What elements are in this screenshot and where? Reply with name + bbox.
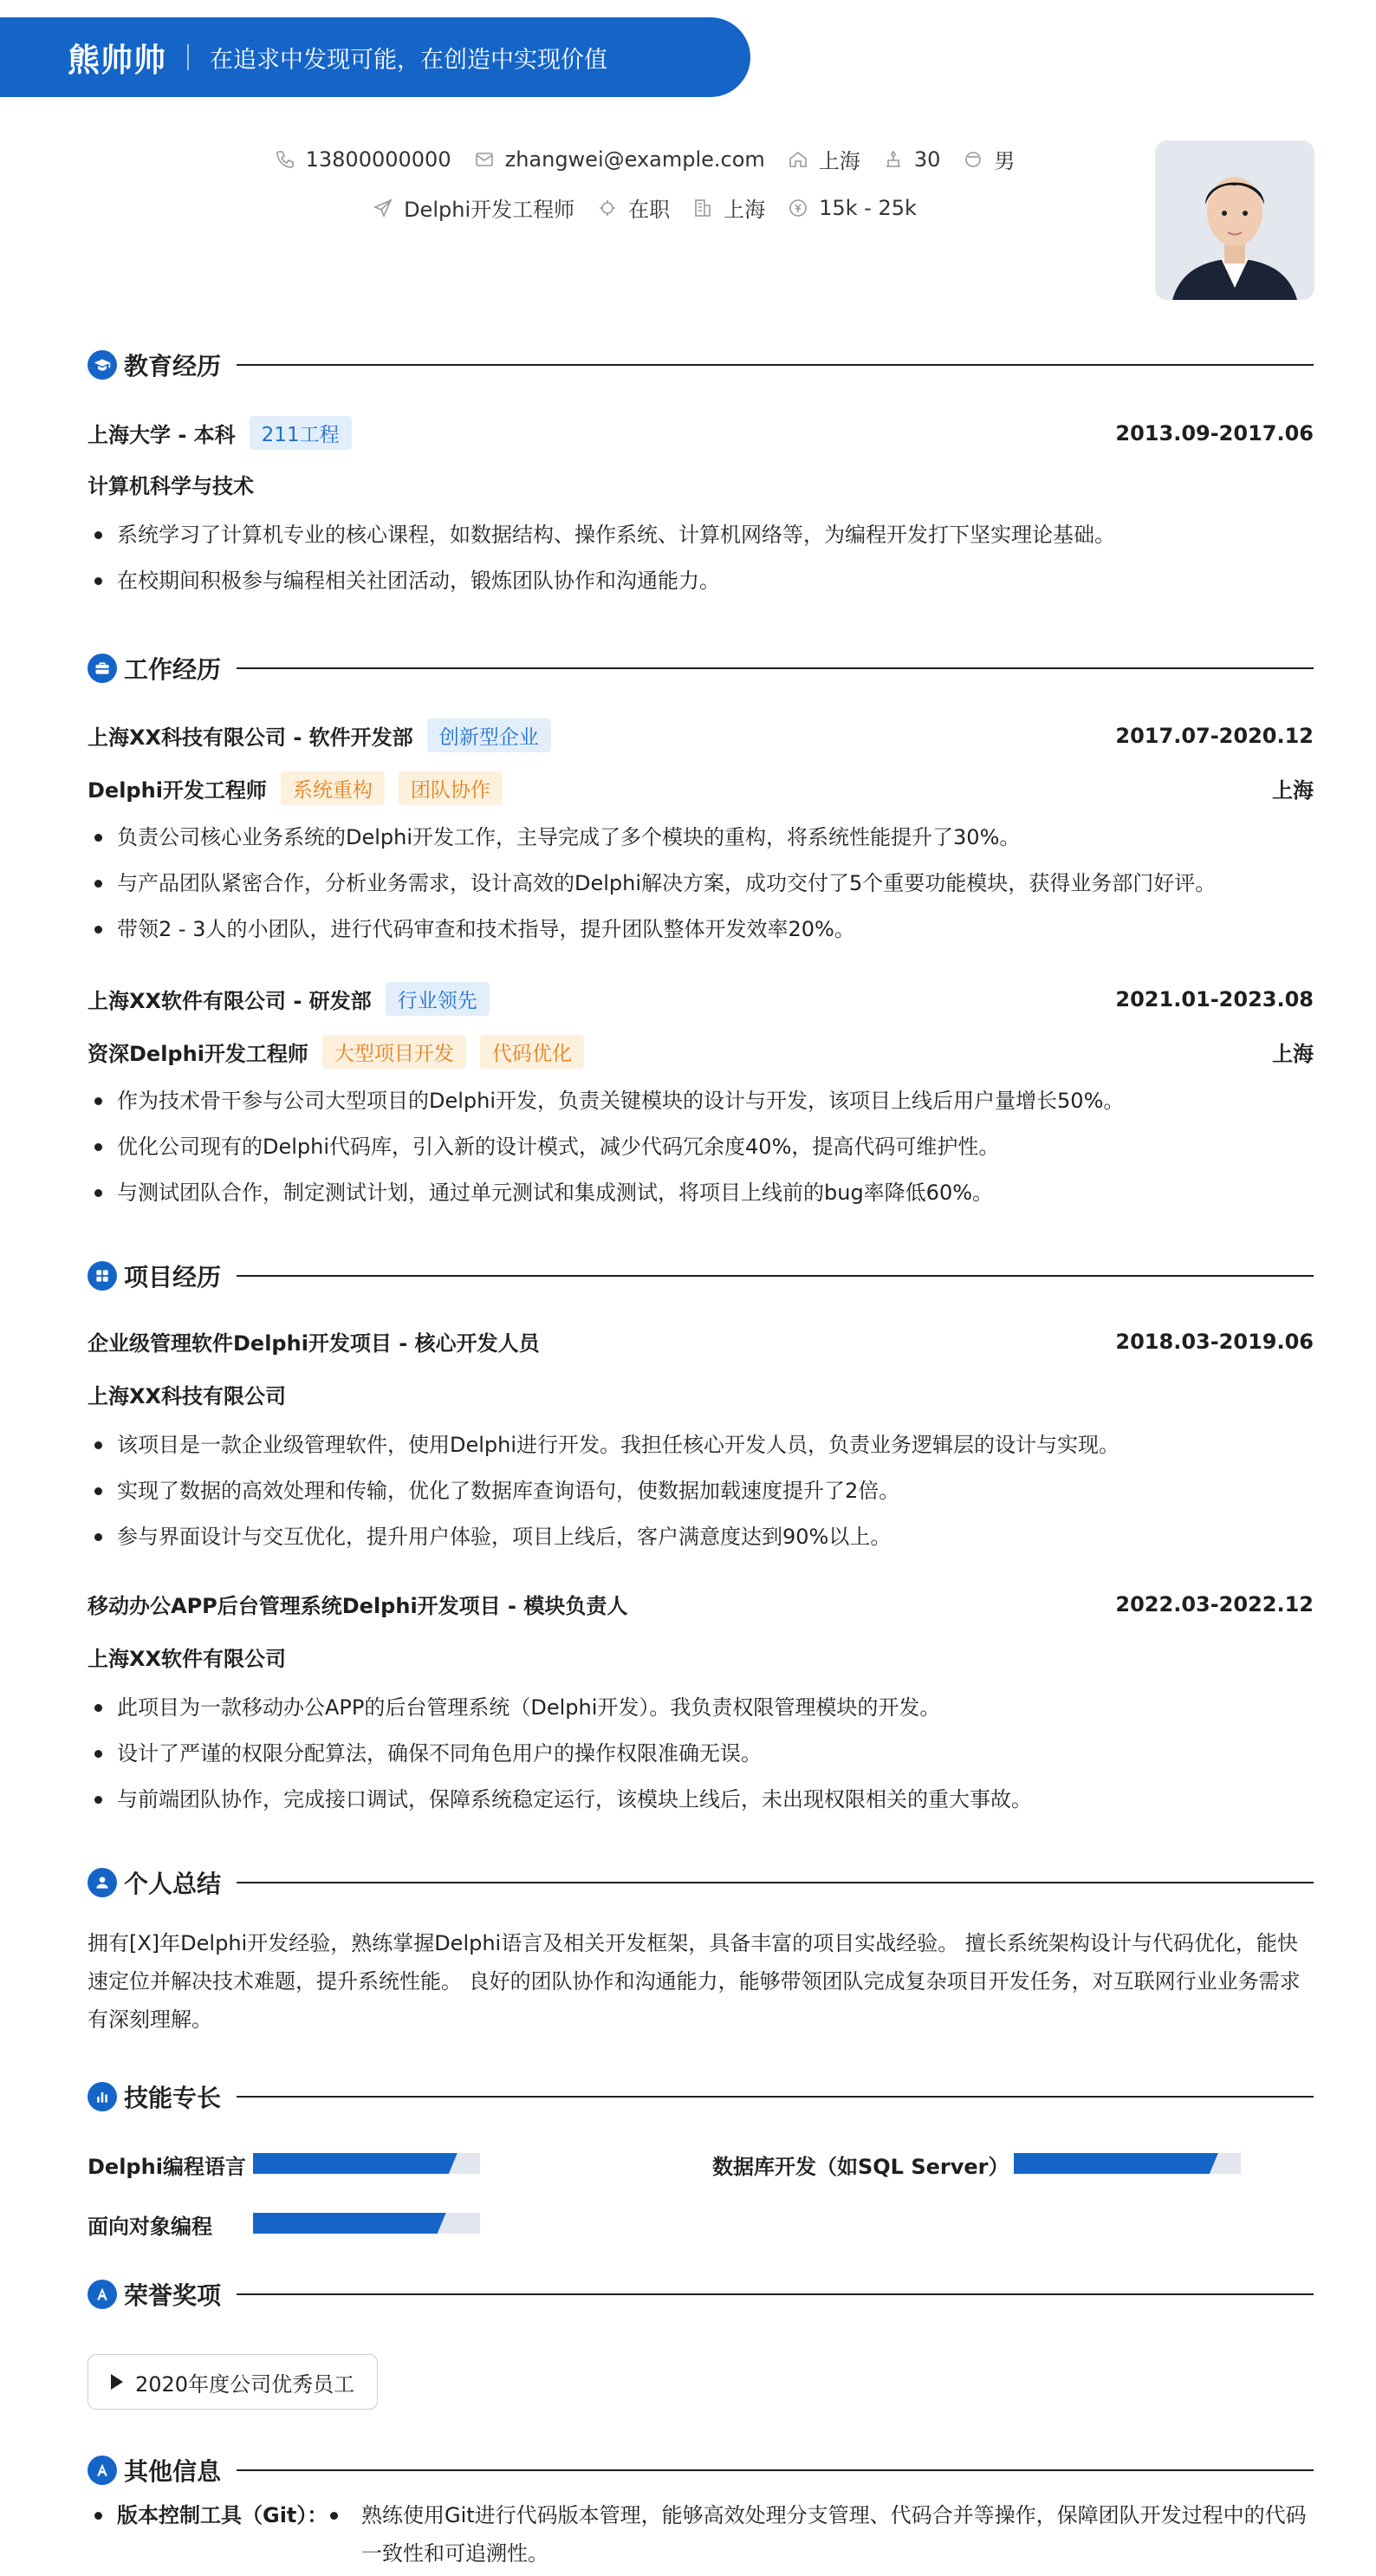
skill-item (88, 2150, 246, 2180)
skill-bar (1014, 2153, 1241, 2174)
skill-bar (253, 2213, 480, 2234)
job-company-tag: 创新型企业 (427, 719, 551, 752)
skill-bar-fill (1014, 2153, 1218, 2174)
job-city: 上海 (1272, 778, 1314, 803)
candidate-name: 熊帅帅 (68, 42, 166, 79)
job-period: 2021.01-2023.08 (1115, 986, 1314, 1012)
section-divider (237, 1275, 1314, 1277)
skill-item (88, 2209, 212, 2240)
education-school-row (88, 416, 1314, 450)
job-role-tag: 系统重构 (281, 771, 385, 805)
bar-chart-icon (88, 2082, 117, 2111)
list-item: 作为技术骨干参与公司大型项目的Delphi开发，负责关键模块的设计与开发，该项目上线后用户量增长50%。 (88, 1087, 1314, 1133)
education-bullets (88, 521, 1314, 613)
contact-email: zhangwei@example.com (474, 147, 765, 172)
age-icon (883, 149, 904, 170)
section-title: 项目经历 (124, 1263, 222, 1291)
education-tag: 211工程 (250, 416, 352, 450)
education-school: 上海大学 - 本科 (88, 423, 236, 447)
contact-salary: 15k - 25k (788, 196, 917, 220)
award-label: 2020年度公司优秀员工 (135, 2371, 355, 2397)
send-icon (373, 198, 393, 218)
other-info-value: 熟练使用Git进行代码版本管理，能够高效处理分支管理、代码合并等操作，保障团队开发过程中的代码一致性和可追溯性。 (361, 2503, 1307, 2566)
project-period: 2022.03-2022.12 (1115, 1591, 1314, 1617)
avatar (1155, 140, 1314, 300)
list-item: 与测试团队合作，制定测试计划，通过单元测试和集成测试，将项目上线前的bug率降低60%。 (88, 1179, 1314, 1225)
section-title: 个人总结 (124, 1870, 222, 1898)
education-major-row (88, 469, 1314, 499)
section-education-header (88, 348, 1314, 382)
info-icon (88, 2456, 117, 2485)
skill-name: 面向对象编程 (88, 2215, 212, 2239)
list-item: 与前端团队协作，完成接口调试，保障系统稳定运行，该模块上线后，未出现权限相关的重大事故。 (88, 1786, 1314, 1831)
list-item: 带领2 - 3人的小团队，进行代码审查和技术指导，提升团队整体开发效率20%。 (88, 915, 1314, 961)
job-company-tag: 行业领先 (386, 982, 490, 1016)
job-1-role-row (88, 771, 1314, 805)
section-divider (237, 364, 1314, 366)
project-1-name-row (88, 1326, 1314, 1356)
home-icon (788, 149, 808, 170)
salary-icon (788, 198, 808, 218)
skill-bar-fill (253, 2153, 458, 2174)
project-2-org-row (88, 1642, 1314, 1672)
job-2-bullets (88, 1087, 1314, 1225)
grid-icon (88, 1261, 117, 1291)
contact-status: 在职 (597, 192, 670, 223)
list-item: 设计了严谨的权限分配算法，确保不同角色用户的操作权限准确无误。 (88, 1740, 1314, 1786)
section-divider (237, 2469, 1314, 2471)
section-divider (237, 2293, 1314, 2295)
section-work-header (88, 651, 1314, 686)
candidate-slogan: 在追求中发现可能，在创造中实现价值 (210, 46, 607, 74)
job-1-company-row (88, 719, 1314, 752)
list-item: 参与界面设计与交互优化，提升用户体验，项目上线后，客户满意度达到90%以上。 (88, 1523, 1314, 1569)
medal-icon (88, 2280, 117, 2309)
briefcase-icon (88, 654, 117, 683)
graduation-cap-icon (88, 350, 117, 380)
project-2-name-row (88, 1589, 1314, 1619)
building-icon (692, 198, 713, 218)
list-item: 在校期间积极参与编程相关社团活动，锻炼团队协作和沟通能力。 (88, 567, 1314, 613)
project-name: 移动办公APP后台管理系统Delphi开发项目 - 模块负责人 (88, 1594, 628, 1618)
job-role: Delphi开发工程师 (88, 778, 267, 803)
job-role-tag: 团队协作 (399, 771, 503, 805)
section-skills-header (88, 2079, 1314, 2114)
bullet-dot (94, 2512, 102, 2520)
list-item: 实现了数据的高效处理和传输，优化了数据库查询语句，使数据加载速度提升了2倍。 (88, 1477, 1314, 1523)
job-period: 2017.07-2020.12 (1115, 723, 1314, 748)
section-title: 荣誉奖项 (124, 2281, 222, 2310)
contact-row-1 (0, 144, 1333, 174)
job-city: 上海 (1272, 1042, 1314, 1066)
job-company: 上海XX科技有限公司 - 软件开发部 (88, 725, 413, 750)
summary-text: 拥有[X]年Delphi开发经验，熟练掌握Delphi语言及相关开发框架，具备丰富的项目实战经验。 擅长系统架构设计与代码优化，能快速定位并解决技术难题，提升系统性能。 良好的团队协作和沟通能力，能够带领团队完成复杂项目开发任务，对互联网行业业务需求有深刻理解。 (88, 1931, 1301, 2032)
section-awards-header (88, 2277, 1314, 2312)
project-org: 上海XX软件有限公司 (88, 1647, 287, 1671)
contact-city: 上海 (788, 144, 860, 174)
skill-bar (253, 2153, 480, 2174)
job-2-company-row (88, 982, 1314, 1016)
other-info-key: 版本控制工具（Git）： (117, 2503, 328, 2527)
section-other-header (88, 2453, 1314, 2488)
list-item: 此项目为一款移动办公APP的后台管理系统（Delphi开发）。我负责权限管理模块的开发。 (88, 1694, 1314, 1740)
job-role-tag: 大型项目开发 (322, 1035, 466, 1069)
list-item: 该项目是一款企业级管理软件，使用Delphi进行开发。我担任核心开发人员，负责业务逻辑层的设计与实现。 (88, 1431, 1314, 1477)
section-summary-header (88, 1865, 1314, 1900)
mail-icon (474, 149, 495, 170)
header-divider (187, 44, 189, 70)
project-2-bullets (88, 1694, 1314, 1831)
contact-row-2 (0, 192, 1333, 223)
section-title: 工作经历 (124, 655, 222, 684)
contact-position: Delphi开发工程师 (373, 192, 574, 223)
header-banner (0, 17, 750, 97)
section-title: 其他信息 (124, 2457, 222, 2486)
project-1-org-row (88, 1379, 1314, 1409)
section-title: 教育经历 (124, 352, 222, 381)
gender-icon (963, 149, 983, 170)
skill-item (712, 2150, 1009, 2180)
list-item: 负责公司核心业务系统的Delphi开发工作，主导完成了多个模块的重构，将系统性能提升了30%。 (88, 823, 1314, 869)
section-divider (237, 1882, 1314, 1883)
job-role-tag: 代码优化 (480, 1035, 584, 1069)
section-title: 技能专长 (124, 2084, 222, 2112)
project-1-bullets (88, 1431, 1314, 1569)
project-org: 上海XX科技有限公司 (88, 1384, 287, 1408)
contact-age: 30 (883, 147, 941, 172)
education-period: 2013.09-2017.06 (1115, 420, 1314, 446)
list-item: 优化公司现有的Delphi代码库，引入新的设计模式，减少代码冗余度40%，提高代码可维护性。 (88, 1133, 1314, 1179)
job-1-bullets (88, 823, 1314, 961)
contact-phone: 13800000000 (275, 147, 451, 172)
contact-gender: 男 (963, 144, 1015, 174)
job-2-role-row (88, 1035, 1314, 1069)
section-projects-header (88, 1259, 1314, 1293)
education-major: 计算机科学与技术 (88, 474, 254, 498)
play-icon (111, 2374, 123, 2390)
contact-work-city: 上海 (692, 192, 765, 223)
bullet-dot (330, 2512, 338, 2520)
project-name: 企业级管理软件Delphi开发项目 - 核心开发人员 (88, 1331, 540, 1356)
user-icon (88, 1868, 117, 1897)
section-divider (237, 2096, 1314, 2098)
skill-name: Delphi编程语言 (88, 2155, 246, 2179)
job-company: 上海XX软件有限公司 - 研发部 (88, 989, 372, 1013)
job-role: 资深Delphi开发工程师 (88, 1042, 308, 1066)
skill-bar-fill (253, 2213, 446, 2234)
status-icon (597, 198, 618, 218)
section-divider (237, 667, 1314, 669)
phone-icon (275, 149, 295, 170)
skill-name: 数据库开发（如SQL Server） (712, 2155, 1009, 2179)
list-item: 与产品团队紧密合作，分析业务需求，设计高效的Delphi解决方案，成功交付了5个重要功能模块，获得业务部门好评。 (88, 869, 1314, 915)
project-period: 2018.03-2019.06 (1115, 1329, 1314, 1354)
list-item: 系统学习了计算机专业的核心课程，如数据结构、操作系统、计算机网络等，为编程开发打下坚实理论基础。 (88, 521, 1314, 567)
award-chip[interactable] (88, 2354, 378, 2410)
